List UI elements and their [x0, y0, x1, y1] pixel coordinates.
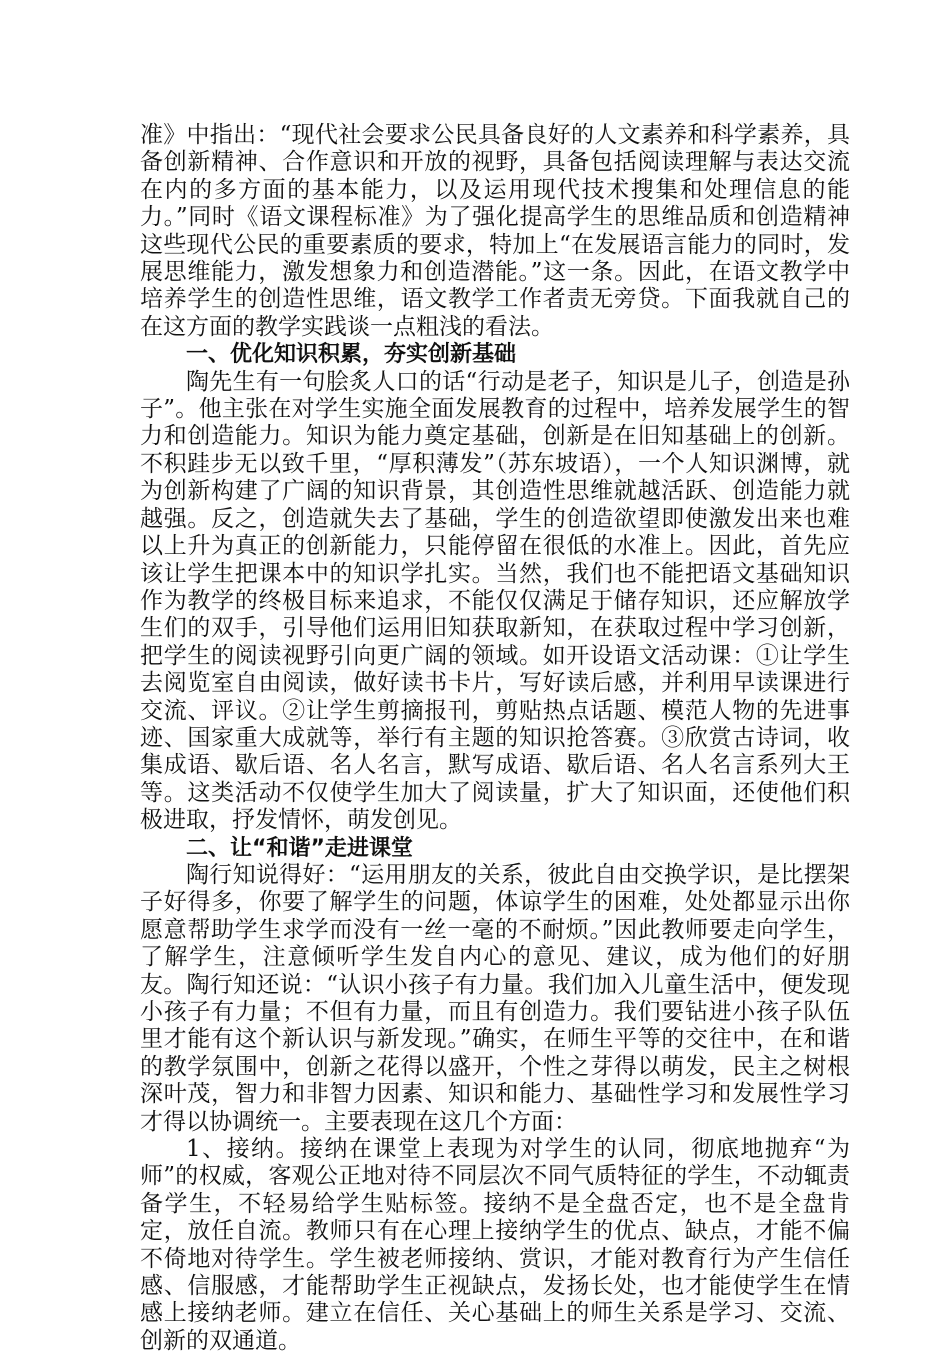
section-1-paragraph: 陶先生有一句脍炙人口的话“行动是老子，知识是儿子，创造是孙子”。他主张在对学生实施全面发展教育的过程中，培养发展学生的智力和创造能力。知识为能力奠定基础，创新是在旧知基础上的创新。不积跬步无以致千里，“厚积薄发”（苏东坡语），一个人知识渊博，就为创新构建了广阔的知识背景，其创造性思维就越活跃、创造能力就越强。反之，创造就失去了基础，学生的创造欲望即使激发出来也难以上升为真正的创新能力，只能停留在很低的水准上。因此，首先应该让学生把课本中的知识学扎实。当然，我们也不能把语文基础知识作为教学的终极目标来追求，不能仅仅满足于储存知识，还应解放学生们的双手，引导他们运用旧知获取新知，在获取过程中学习创新，把学生的阅读视野引向更广阔的领域。如开设语文活动课：①让学生去阅览室自由阅读，做好读书卡片，写好读后感，并利用早读课进行交流、评议。②让学生剪摘报刊，剪贴热点话题、模范人物的先进事迹、国家重大成就等，举行有主题的知识抢答赛。③欣赏古诗词，收集成语、歇后语、名人名言，默写成语、歇后语、名人名言系列大王等。这类活动不仅使学生加大了阅读量，扩大了知识面，还使他们积极进取，抒发情怀，萌发创见。 — [140, 368, 850, 834]
section-heading-2: 二、让“和谐”走进课堂 — [186, 835, 413, 861]
intro-paragraph: 准》中指出：“现代社会要求公民具备良好的人文素养和科学素养，具备创新精神、合作意识和开放的视野，具备包括阅读理解与表达交流在内的多方面的基本能力，以及运用现代技术搜集和处理信息的能力。”同时《语文课程标准》为了强化提高学生的思维品质和创造精神这些现代公民的重要素质的要求，特加上“在发展语言能力的同时，发展思维能力，激发想象力和创造潜能。”这一条。因此，在语文教学中培养学生的创造性思维，语文教学工作者责无旁贷。下面我就自己的在这方面的教学实践谈一点粗浅的看法。 — [140, 122, 850, 340]
acceptance-paragraph: 1、接纳。接纳在课堂上表现为对学生的认同，彻底地抛弃“为师”的权威，客观公正地对待不同层次不同气质特征的学生，不动辄责备学生，不轻易给学生贴标签。接纳不是全盘否定，也不是全盘肯定，放任自流。教师只有在心理上接纳学生的优点、缺点，才能不偏不倚地对待学生。学生被老师接纳、赏识，才能对教育行为产生信任感、信服感，才能帮助学生正视缺点，发扬长处，也才能使学生在情感上接纳老师。建立在信任、关心基础上的师生关系是学习、交流、创新的双通道。 — [140, 1136, 850, 1354]
section-2-paragraph: 陶行知说得好：“运用朋友的关系，彼此自由交换学识，是比摆架子好得多，你要了解学生的问题，体谅学生的困难，处处都显示出你愿意帮助学生求学而没有一丝一毫的不耐烦。”因此教师要走向学生，了解学生，注意倾听学生发自内心的意见、建议，成为他们的好朋友。陶行知还说：“认识小孩子有力量。我们加入儿童生活中，便发现小孩子有力量；不但有力量，而且有创造力。我们要钻进小孩子队伍里才能有这个新认识与新发现。”确实，在师生平等的交往中，在和谐的教学氛围中，创新之花得以盛开，个性之芽得以萌发，民主之树根深叶茂，智力和非智力因素、知识和能力、基础性学习和发展性学习才得以协调统一。主要表现在这几个方面： — [140, 861, 850, 1135]
document-page — [140, 122, 850, 1355]
section-heading-1: 一、优化知识积累，夯实创新基础 — [186, 342, 517, 368]
